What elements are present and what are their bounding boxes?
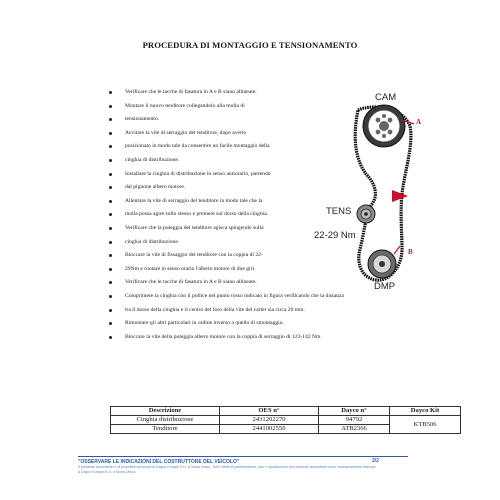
list-item: Allentare la vite di serraggio del tenditore in modo tale che la	[104, 195, 344, 209]
list-item: Avvitare la vite di serraggio del tenditore, dopo averlo	[104, 127, 344, 141]
list-item: tra il dorso della cinghia e il centro del foro della vite del carter sia circa 20 mm.	[104, 304, 465, 318]
table-header-row	[111, 407, 461, 416]
list-item: Verificare che la puleggia del tenditore agisca spingendo sulla	[104, 222, 344, 236]
cam-label: CAM	[375, 92, 397, 103]
cam-pulley	[363, 105, 405, 147]
list-item: Montare il nuovo tenditore collegandolo alla molla di	[104, 100, 344, 114]
list-item: Verificare che le tacche di fasatura in A e B siano allineate.	[104, 86, 344, 100]
belt-diagram	[302, 84, 442, 300]
list-item: Verificare che le tacche di fasatura in A e B siano allineate.	[104, 276, 344, 290]
list-item: Comprimere la cinghia con il pollice nel punto rosso indicato in figura verificando che la distanza	[104, 290, 465, 304]
cell-oes: 2441002550	[220, 425, 319, 434]
list-item: tensionamento.	[104, 113, 344, 127]
header-description: Descrizione	[111, 407, 220, 416]
torque-label: 22-29 Nm	[314, 230, 356, 241]
tens-label: TENS	[326, 206, 352, 217]
footer-text: Il presente documento è di proprietà esclusiva di Dayco Europe S.r.l. a Socio Unico. Tutti i diritti di pubblicazione, uso e riproduzione del presente documento sono esclusivamente riservati a Dayco Europe S.r.l. a Socio Unico.	[78, 465, 376, 474]
footer-title: "OSSERVARE LE INDICAZIONI DEL COSTRUTTORE DEL VEICOLO"	[78, 459, 240, 465]
list-item: posizionato in modo tale da consentire un facile montaggio della	[104, 140, 344, 154]
list-item: 29Nm e ruotare in senso orario l'albero motore di due giri.	[104, 263, 344, 277]
belt-drive-svg	[302, 84, 442, 300]
parts-table	[110, 406, 461, 434]
mark-b-label: B	[408, 248, 413, 256]
cell-oes: 2431202270	[220, 416, 319, 425]
table-row	[111, 416, 461, 425]
mark-a-label: A	[416, 118, 422, 126]
page-number: 2/2	[372, 458, 379, 464]
mark-b-line	[394, 246, 400, 254]
list-item: dal pignone albero motore.	[104, 181, 344, 195]
list-item: Installare la cinghia di distribuzione in senso antiorario, partendo	[104, 168, 344, 182]
cell-dayco: 94792	[319, 416, 390, 425]
cell-kit: KTB506	[390, 416, 461, 434]
dmp-label: DMP	[374, 281, 396, 292]
list-item: Bloccare la vite di fissaggio del tenditore con la coppia di 22-	[104, 249, 344, 263]
page-title: PROCEDURA DI MONTAGGIO E TENSIONAMENTO	[142, 40, 358, 50]
tensioner-pulley	[357, 205, 375, 223]
footer-divider	[78, 456, 408, 457]
cell-description: Tenditore	[111, 425, 220, 434]
list-item: molla possa agire sullo stesso e premere sul dorso della cinghia.	[104, 208, 344, 222]
cell-description: Cinghia distribuzione	[111, 416, 220, 425]
list-item: cinghia di distribuzione.	[104, 154, 344, 168]
cell-dayco: ATB2366	[319, 425, 390, 434]
list-item: cinghia di distribuzione.	[104, 236, 344, 250]
list-item: Bloccare la vite della puleggia albero motore con la coppia di serraggio di 123-142 Nm.	[104, 331, 465, 345]
header-dayco: Dayco n°	[319, 407, 390, 416]
header-kit: Dayco Kit	[390, 407, 461, 416]
header-oes: OES n°	[220, 407, 319, 416]
list-item: Rimontare gli altri particolari in ordine inverso a quello di smontaggio.	[104, 317, 465, 331]
crank-pulley	[368, 250, 396, 278]
